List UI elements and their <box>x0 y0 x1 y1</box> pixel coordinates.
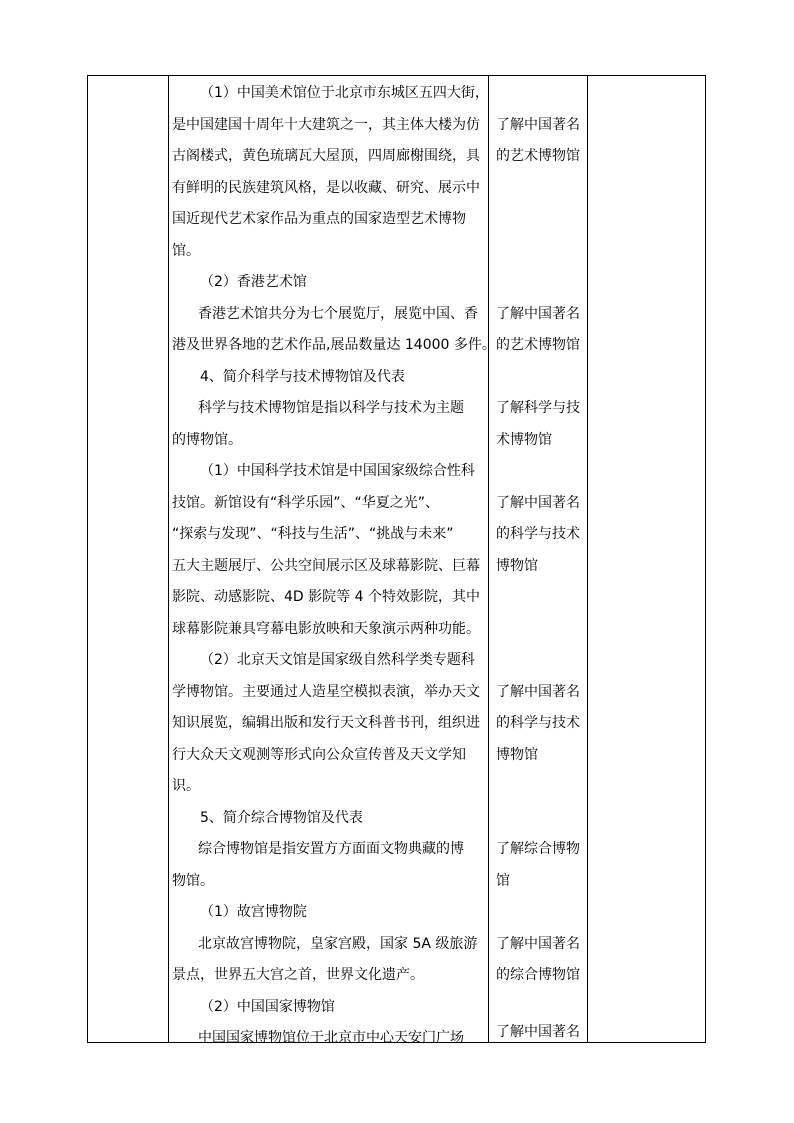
text-line: 有鲜明的民族建筑风格，是以收藏、研究、展示中 <box>172 179 480 196</box>
text-line: 影院、动感影院、4D 影院等 4 个特效影院，其中 <box>172 589 480 605</box>
text-line: 学博物馆。主要通过人造星空模拟表演，举办天文 <box>172 683 480 700</box>
objective-line: 的科学与技术 <box>496 526 580 542</box>
objective-line: 了解科学与技 <box>496 400 580 416</box>
text-line: 行大众天文观测等形式向公众宣传普及天文学知 <box>172 746 466 763</box>
text-line: （2）中国国家博物馆 <box>200 998 335 1015</box>
objective-line: 的科学与技术 <box>496 715 580 731</box>
text-line: 科学与技术博物馆是指以科学与技术为主题 <box>198 400 464 416</box>
text-line: 知识展览，编辑出版和发行天文科普书刊，组织进 <box>172 715 480 731</box>
text-line: 是中国建国十周年十大建筑之一，其主体大楼为仿 <box>172 116 480 133</box>
objective-line: 了解中国著名 <box>496 935 580 952</box>
content-column <box>168 78 496 1055</box>
text-line: 综合博物馆是指安置方方面面文物典藏的博 <box>198 841 464 857</box>
objective-line: 术博物馆 <box>496 431 552 448</box>
text-line: （1）中国美术馆位于北京市东城区五四大街， <box>200 85 489 101</box>
text-line: 中国国家博物馆位于北京市中心天安门广场 <box>198 1030 464 1046</box>
text-line: 古阁楼式，黄色琉璃瓦大屋顶，四周廊榭围绕，具 <box>172 148 480 164</box>
objective-line: 博物馆 <box>496 557 538 574</box>
text-line: 识。 <box>172 778 200 794</box>
text-line: 五大主题展厅、公共空间展示区及球幕影院、巨幕 <box>172 557 480 574</box>
text-line: 景点，世界五大宫之首，世界文化遗产。 <box>172 967 424 983</box>
text-line: 国近现代艺术家作品为重点的国家造型艺术博物 <box>172 211 466 227</box>
text-line: 香港艺术馆共分为七个展览厅，展览中国、香 <box>198 305 478 322</box>
text-line: （1）故宫博物院 <box>200 904 307 920</box>
objective-line: 了解中国著名 <box>496 494 580 511</box>
text-line: 北京故宫博物院，皇家宫殿，国家 5A 级旅游 <box>198 935 478 952</box>
text-line: 球幕影院兼具穹幕电影放映和天象演示两种功能。 <box>172 620 480 637</box>
objective-line: 了解中国著名 <box>496 683 580 700</box>
text-line: 的博物馆。 <box>172 431 242 448</box>
column-divider <box>488 75 489 1043</box>
objective-line: 了解综合博物 <box>496 841 580 857</box>
objective-line: 的艺术博物馆 <box>496 148 580 164</box>
objective-line: 了解中国著名 <box>496 1024 580 1040</box>
objective-line: 了解中国著名 <box>496 116 580 133</box>
objective-line: 的综合博物馆 <box>496 967 580 983</box>
text-line: 技馆。新馆设有“科学乐园”、“华夏之光”、 <box>172 494 440 511</box>
text-line: （2）北京天文馆是国家级自然科学类专题科 <box>200 652 475 668</box>
text-line: （1）中国科学技术馆是中国国家级综合性科 <box>200 463 475 479</box>
section-heading: 5、简介综合博物馆及代表 <box>200 809 363 826</box>
text-line: 港及世界各地的艺术作品,展品数量达 14000 多件。 <box>172 337 496 353</box>
text-line: “探索与发现”、“科技与生活”、“挑战与未来” <box>172 526 454 542</box>
text-line: （2）香港艺术馆 <box>200 274 307 290</box>
objective-line: 的艺术博物馆 <box>496 337 580 353</box>
section-heading: 4、简介科学与技术博物馆及代表 <box>200 368 405 385</box>
column-divider <box>587 75 588 1043</box>
objective-line: 博物馆 <box>496 746 538 763</box>
text-line: 馆。 <box>172 242 200 259</box>
objective-line: 馆 <box>496 872 510 889</box>
text-line: 物馆。 <box>172 872 214 889</box>
objective-line: 了解中国著名 <box>496 305 580 322</box>
